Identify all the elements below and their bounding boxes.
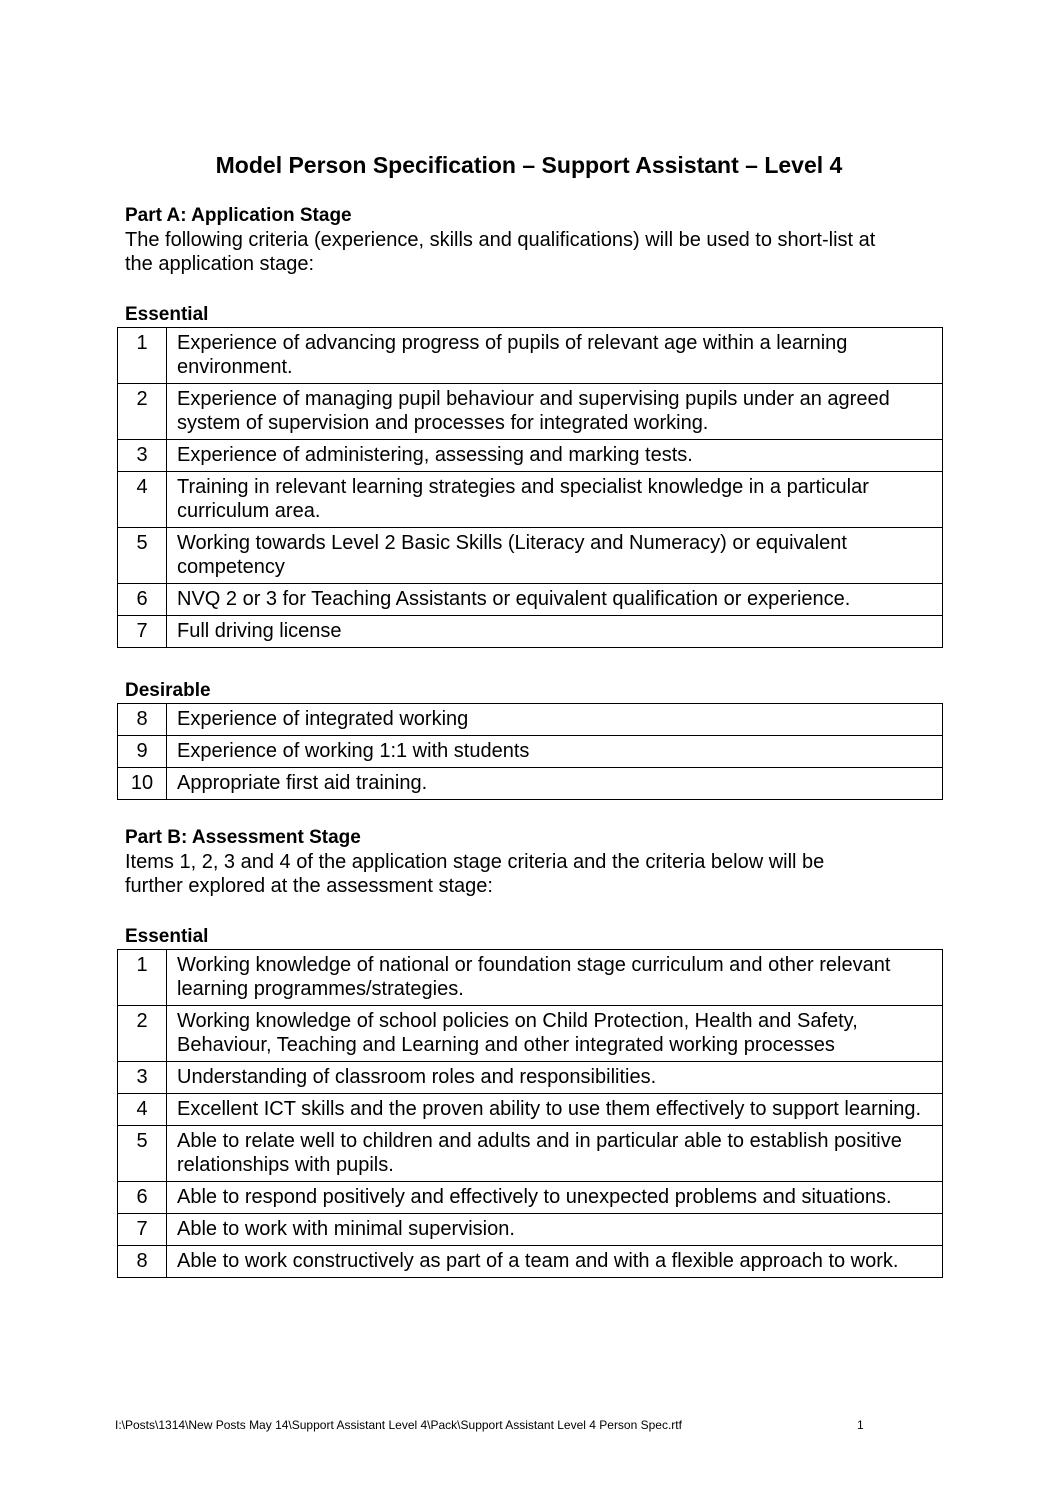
part-b-intro-line-1: Items 1, 2, 3 and 4 of the application stage criteria and the criteria below will be <box>125 851 825 873</box>
criterion-text: Understanding of classroom roles and responsibilities. <box>167 1062 943 1094</box>
criterion-text: Excellent ICT skills and the proven ability to use them effectively to support learning. <box>167 1094 943 1126</box>
criterion-number: 4 <box>118 472 167 528</box>
criterion-text: Able to respond positively and effectively to unexpected problems and situations. <box>167 1182 943 1214</box>
part-a-intro-line-1: The following criteria (experience, skills and qualifications) will be used to short-list at <box>125 229 876 251</box>
criterion-number: 8 <box>118 704 167 736</box>
part-a-essential-row <box>118 472 943 528</box>
footer-file-path: I:\Posts\1314\New Posts May 14\Support Assistant Level 4\Pack\Support Assistant Level 4 Person Spec.rtf <box>115 1418 682 1432</box>
part-a-essential-table <box>117 327 943 648</box>
criterion-number: 1 <box>118 328 167 384</box>
criterion-text: Experience of advancing progress of pupils of relevant age within a learning environment. <box>167 328 943 384</box>
criterion-number: 3 <box>118 1062 167 1094</box>
criterion-text: Appropriate first aid training. <box>167 768 943 800</box>
criterion-number: 2 <box>118 384 167 440</box>
part-b-essential-row <box>118 1006 943 1062</box>
part-a-essential-row <box>118 440 943 472</box>
part-a-intro-line-2: the application stage: <box>125 253 315 275</box>
criterion-number: 5 <box>118 1126 167 1182</box>
criterion-number: 6 <box>118 1182 167 1214</box>
part-b-essential-row <box>118 1126 943 1182</box>
part-b-essential-row <box>118 1214 943 1246</box>
part-b-intro-line-2: further explored at the assessment stage: <box>125 875 493 897</box>
criterion-text: Able to relate well to children and adults and in particular able to establish positive relationships with pupils. <box>167 1126 943 1182</box>
part-a-essential-row <box>118 616 943 648</box>
part-b-header <box>125 826 945 898</box>
criterion-number: 7 <box>118 1214 167 1246</box>
part-b-heading: Part B: Assessment Stage <box>125 827 361 848</box>
criterion-number: 8 <box>118 1246 167 1278</box>
page-title: Model Person Specification – Support Assistant – Level 4 <box>215 152 843 178</box>
footer-page-number: 1 <box>857 1418 864 1432</box>
part-a-desirable-row <box>118 704 943 736</box>
part-a-desirable-label: Desirable <box>125 680 211 701</box>
criterion-number: 5 <box>118 528 167 584</box>
criterion-number: 3 <box>118 440 167 472</box>
criterion-number: 1 <box>118 950 167 1006</box>
part-a-desirable-row <box>118 736 943 768</box>
part-a-essential-row <box>118 384 943 440</box>
part-b-essential-row <box>118 1062 943 1094</box>
part-a-essential-row <box>118 528 943 584</box>
criterion-text: Able to work constructively as part of a team and with a flexible approach to work. <box>167 1246 943 1278</box>
part-b-essential-row <box>118 1246 943 1278</box>
criterion-text: Training in relevant learning strategies and specialist knowledge in a particular curriculum area. <box>167 472 943 528</box>
criterion-text: Able to work with minimal supervision. <box>167 1214 943 1246</box>
criterion-number: 4 <box>118 1094 167 1126</box>
criterion-text: Experience of managing pupil behaviour and supervising pupils under an agreed system of supervision and processes for integrated working. <box>167 384 943 440</box>
criterion-text: Experience of administering, assessing and marking tests. <box>167 440 943 472</box>
part-b-essential-row <box>118 950 943 1006</box>
part-a-desirable-table <box>117 703 943 800</box>
part-a-essential-row <box>118 328 943 384</box>
criterion-number: 2 <box>118 1006 167 1062</box>
part-b-essential-label: Essential <box>125 926 209 947</box>
criterion-text: Experience of integrated working <box>167 704 943 736</box>
part-a-essential-label: Essential <box>125 304 209 325</box>
criterion-text: Working knowledge of school policies on Child Protection, Health and Safety, Behaviour, Teaching and Learning and other integrated working processes <box>167 1006 943 1062</box>
criterion-text: Working towards Level 2 Basic Skills (Literacy and Numeracy) or equivalent competency <box>167 528 943 584</box>
criterion-text: Working knowledge of national or foundation stage curriculum and other relevant learning programmes/strategies. <box>167 950 943 1006</box>
part-a-desirable-row <box>118 768 943 800</box>
part-b-essential-table <box>117 949 943 1278</box>
part-a-heading: Part A: Application Stage <box>125 205 352 226</box>
criterion-number: 7 <box>118 616 167 648</box>
part-b-essential-row <box>118 1182 943 1214</box>
part-a-essential-row <box>118 584 943 616</box>
criterion-text: NVQ 2 or 3 for Teaching Assistants or equivalent qualification or experience. <box>167 584 943 616</box>
criterion-number: 9 <box>118 736 167 768</box>
criterion-text: Experience of working 1:1 with students <box>167 736 943 768</box>
part-b-essential-row <box>118 1094 943 1126</box>
criterion-text: Full driving license <box>167 616 943 648</box>
criterion-number: 10 <box>118 768 167 800</box>
part-a-header <box>125 204 945 276</box>
criterion-number: 6 <box>118 584 167 616</box>
